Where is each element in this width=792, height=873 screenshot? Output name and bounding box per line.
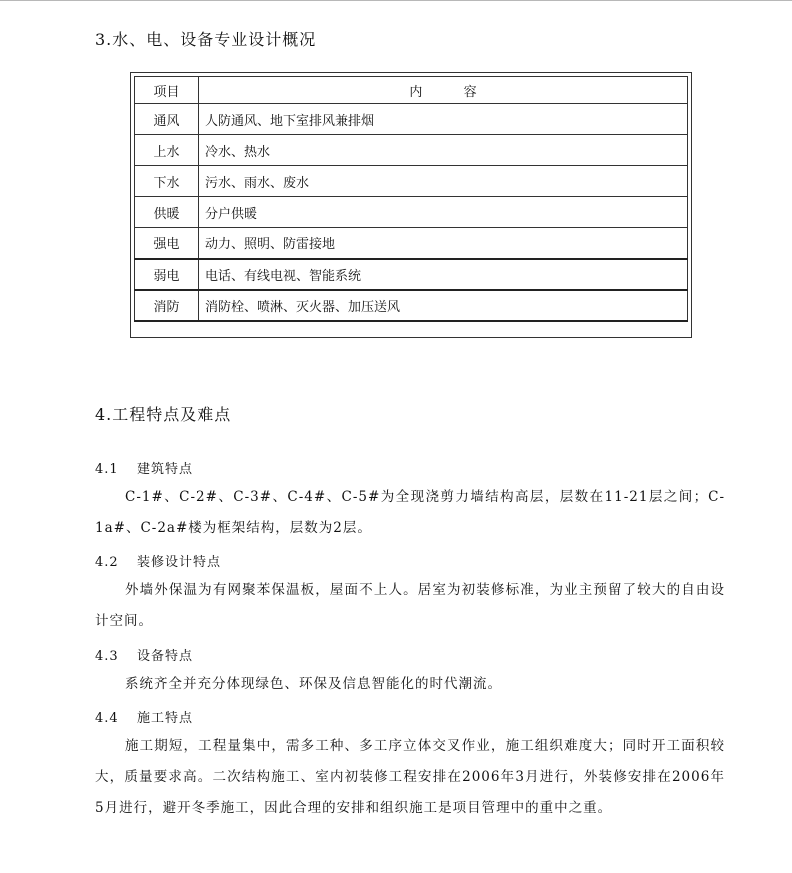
subsection-title: 施工特点 — [137, 711, 194, 726]
row-content-cell: 冷水、热水 — [199, 135, 688, 166]
row-content-cell: 动力、照明、防雷接地 — [199, 228, 688, 259]
table-row — [135, 259, 688, 290]
table-header-row — [135, 77, 688, 104]
row-content-cell: 污水、雨水、废水 — [199, 166, 688, 197]
row-item-cell: 消防 — [135, 290, 199, 321]
header-content-cell: 内 容 — [199, 77, 688, 104]
subsection-number: 4.2 — [95, 555, 119, 570]
subsection-number: 4.3 — [95, 649, 119, 664]
row-item-cell: 弱电 — [135, 259, 199, 290]
row-item-cell: 强电 — [135, 228, 199, 259]
row-content-cell: 消防栓、喷淋、灭火器、加压送风 — [199, 290, 688, 321]
subsection-number: 4.1 — [95, 462, 119, 477]
row-item-cell: 供暖 — [135, 197, 199, 228]
section-3-heading: 3.水、电、设备专业设计概况 — [95, 30, 317, 49]
subsection-4-3-heading — [95, 645, 193, 664]
subsection-number: 4.4 — [95, 711, 119, 726]
table-row — [135, 135, 688, 166]
subsection-title: 建筑特点 — [137, 462, 194, 477]
row-content-cell: 分户供暖 — [199, 197, 688, 228]
subsection-4-4-paragraph: 施工期短，工程量集中，需多工种、多工序立体交叉作业，施工组织难度大；同时开工面积较大，质量要求高。二次结构施工、室内初装修工程安排在2006年3月进行，外装修安排在2006年5月进行，避开冬季施工，因此合理的安排和组织施工是项目管理中的重中之重。 — [95, 738, 725, 816]
section-4-heading: 4.工程特点及难点 — [95, 405, 232, 424]
table-row — [135, 197, 688, 228]
header-item-cell: 项目 — [135, 77, 199, 104]
subsection-4-3-paragraph: 系统齐全并充分体现绿色、环保及信息智能化的时代潮流。 — [125, 676, 502, 692]
table-row — [135, 104, 688, 135]
row-content-cell: 人防通风、地下室排风兼排烟 — [199, 104, 688, 135]
subsection-title: 装修设计特点 — [137, 555, 222, 570]
table-row — [135, 290, 688, 321]
subsection-4-4-heading — [95, 707, 193, 726]
subsection-title: 设备特点 — [137, 649, 194, 664]
table-row — [135, 166, 688, 197]
row-item-cell: 通风 — [135, 104, 199, 135]
row-item-cell: 下水 — [135, 166, 199, 197]
design-overview-table-frame — [130, 72, 692, 338]
subsection-4-1-paragraph: C-1#、C-2#、C-3#、C-4#、C-5#为全现浇剪力墙结构高层，层数在11-21层之间；C-1a#、C-2a#楼为框架结构，层数为2层。 — [95, 489, 725, 536]
subsection-4-2-heading — [95, 551, 221, 570]
table-row — [135, 228, 688, 259]
subsection-4-2-paragraph: 外墙外保温为有网聚苯保温板，屋面不上人。居室为初装修标准，为业主预留了较大的自由设计空间。 — [95, 582, 725, 629]
row-content-cell: 电话、有线电视、智能系统 — [199, 259, 688, 290]
top-rule — [0, 0, 792, 1]
row-item-cell: 上水 — [135, 135, 199, 166]
subsection-4-1-heading — [95, 458, 193, 477]
design-overview-table — [134, 76, 688, 322]
